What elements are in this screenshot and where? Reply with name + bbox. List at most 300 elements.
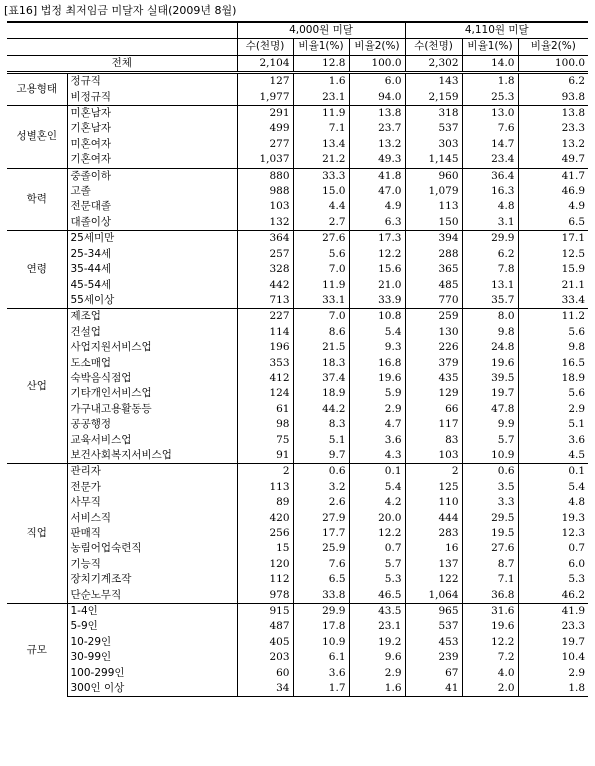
cell-value: 13.1 bbox=[462, 278, 518, 293]
cell-value: 365 bbox=[405, 262, 462, 277]
cell-value: 19.2 bbox=[349, 635, 405, 650]
cell-value: 6.0 bbox=[349, 73, 405, 90]
cell-value: 256 bbox=[237, 526, 293, 541]
cell-value: 132 bbox=[237, 215, 293, 231]
cell-value: 20.0 bbox=[349, 511, 405, 526]
table-row bbox=[7, 386, 588, 401]
table-row bbox=[7, 168, 588, 184]
table-row bbox=[7, 588, 588, 604]
cell-value: 47.8 bbox=[462, 402, 518, 417]
cell-value: 89 bbox=[237, 495, 293, 510]
table-row bbox=[7, 309, 588, 325]
group-label: 연령 bbox=[7, 231, 67, 309]
row-label: 숙박음식점업 bbox=[67, 371, 237, 386]
table-row bbox=[7, 433, 588, 448]
cell-value: 19.3 bbox=[561, 511, 586, 524]
cell-value: 19.6 bbox=[349, 371, 405, 386]
table-row bbox=[7, 666, 588, 681]
cell-value: 94.0 bbox=[349, 90, 405, 106]
cell-value: 4.4 bbox=[293, 199, 349, 214]
cell-value: 3.6 bbox=[349, 433, 405, 448]
row-label: 고졸 bbox=[67, 184, 237, 199]
cell-value: 9.9 bbox=[462, 417, 518, 432]
cell-value: 0.1 bbox=[349, 464, 405, 480]
table-row bbox=[7, 278, 588, 293]
cell-value: 0.1 bbox=[518, 464, 588, 480]
cell-value: 37.4 bbox=[293, 371, 349, 386]
cell-value: 5.1 bbox=[293, 433, 349, 448]
cell-value: 4.5 bbox=[568, 448, 586, 461]
cell-value: 103 bbox=[237, 199, 293, 214]
table-row bbox=[7, 417, 588, 432]
cell-value: 6.0 bbox=[568, 557, 586, 570]
group-header-4110: 4,110원 미달 bbox=[405, 22, 588, 39]
row-label: 25세미만 bbox=[67, 231, 237, 247]
cell-value: 21.5 bbox=[293, 340, 349, 355]
cell-value: 113 bbox=[237, 480, 293, 495]
row-label: 전문대졸 bbox=[67, 199, 237, 214]
cell-value: 328 bbox=[237, 262, 293, 277]
cell-value: 2.7 bbox=[293, 215, 349, 231]
cell-value: 61 bbox=[237, 402, 293, 417]
cell-value: 18.9 bbox=[293, 386, 349, 401]
cell-value: 29.5 bbox=[462, 511, 518, 526]
cell-value: 3.6 bbox=[568, 433, 586, 446]
table-row bbox=[7, 90, 588, 106]
cell-value: 11.2 bbox=[518, 309, 588, 325]
cell-value: 3.1 bbox=[462, 215, 518, 231]
cell-value: 7.1 bbox=[462, 572, 518, 587]
cell-value: 33.4 bbox=[561, 293, 586, 306]
cell-value: 487 bbox=[237, 619, 293, 634]
table-row bbox=[7, 402, 588, 417]
cell-value: 150 bbox=[405, 215, 462, 231]
cell-value: 7.6 bbox=[462, 121, 518, 136]
cell-value: 259 bbox=[405, 309, 462, 325]
cell-value: 15.6 bbox=[349, 262, 405, 277]
cell-value: 1,037 bbox=[237, 152, 293, 168]
cell-value: 227 bbox=[237, 309, 293, 325]
cell-value: 0.6 bbox=[293, 464, 349, 480]
cell-value: 27.6 bbox=[293, 231, 349, 247]
cell-value: 5.4 bbox=[568, 480, 586, 493]
cell-value: 47.0 bbox=[349, 184, 405, 199]
row-label: 가구내고용활동등 bbox=[67, 402, 237, 417]
cell-value: 0.7 bbox=[568, 542, 586, 555]
cell-value: 4.8 bbox=[568, 496, 586, 509]
table-row bbox=[7, 215, 588, 231]
row-label: 서비스직 bbox=[67, 511, 237, 526]
cell-value: 29.9 bbox=[293, 604, 349, 620]
total-value: 100.0 bbox=[349, 55, 405, 72]
cell-value: 29.9 bbox=[462, 231, 518, 247]
cell-value: 12.2 bbox=[349, 526, 405, 541]
cell-value: 21.1 bbox=[561, 278, 586, 291]
row-label: 전문가 bbox=[67, 480, 237, 495]
header-column-row bbox=[7, 39, 588, 55]
cell-value: 770 bbox=[405, 293, 462, 309]
total-value: 100.0 bbox=[518, 55, 588, 72]
col-count: 수(천명) bbox=[405, 39, 462, 55]
cell-value: 36.4 bbox=[462, 168, 518, 184]
row-label: 55세이상 bbox=[67, 293, 237, 309]
cell-value: 15 bbox=[237, 541, 293, 556]
cell-value: 4.8 bbox=[462, 199, 518, 214]
cell-value: 3.2 bbox=[293, 480, 349, 495]
table-row bbox=[7, 356, 588, 371]
cell-value: 277 bbox=[237, 137, 293, 152]
row-label: 25-34세 bbox=[67, 247, 237, 262]
cell-value: 120 bbox=[237, 557, 293, 572]
row-label: 중졸이하 bbox=[67, 168, 237, 184]
cell-value: 16.3 bbox=[462, 184, 518, 199]
cell-value: 7.0 bbox=[293, 309, 349, 325]
cell-value: 9.3 bbox=[349, 340, 405, 355]
table-row bbox=[7, 604, 588, 620]
cell-value: 442 bbox=[237, 278, 293, 293]
cell-value: 4.0 bbox=[462, 666, 518, 681]
cell-value: 1,079 bbox=[405, 184, 462, 199]
row-label: 교육서비스업 bbox=[67, 433, 237, 448]
cell-value: 33.3 bbox=[293, 168, 349, 184]
cell-value: 1,064 bbox=[405, 588, 462, 604]
cell-value: 12.2 bbox=[462, 635, 518, 650]
row-label: 35-44세 bbox=[67, 262, 237, 277]
cell-value: 8.3 bbox=[293, 417, 349, 432]
row-label: 기능직 bbox=[67, 557, 237, 572]
cell-value: 10.9 bbox=[462, 448, 518, 464]
cell-value: 283 bbox=[405, 526, 462, 541]
cell-value: 103 bbox=[405, 448, 462, 464]
cell-value: 394 bbox=[405, 231, 462, 247]
row-label: 기타개인서비스업 bbox=[67, 386, 237, 401]
row-label: 30-99인 bbox=[67, 650, 237, 665]
table-row bbox=[7, 650, 588, 665]
cell-value: 353 bbox=[237, 356, 293, 371]
cell-value: 4.2 bbox=[349, 495, 405, 510]
table-row bbox=[7, 199, 588, 214]
cell-value: 6.2 bbox=[462, 247, 518, 262]
cell-value: 34 bbox=[237, 681, 293, 697]
cell-value: 8.6 bbox=[293, 325, 349, 340]
cell-value: 405 bbox=[237, 635, 293, 650]
cell-value: 33.9 bbox=[349, 293, 405, 309]
group-label: 고용형태 bbox=[7, 73, 67, 106]
cell-value: 1,977 bbox=[237, 90, 293, 106]
row-label: 비정규직 bbox=[67, 90, 237, 106]
cell-value: 5.1 bbox=[568, 418, 586, 431]
row-label: 기혼여자 bbox=[67, 152, 237, 168]
cell-value: 10.9 bbox=[293, 635, 349, 650]
cell-value: 5.3 bbox=[349, 572, 405, 587]
row-label: 1-4인 bbox=[67, 604, 237, 620]
cell-value: 66 bbox=[405, 402, 462, 417]
cell-value: 379 bbox=[405, 356, 462, 371]
total-value: 14.0 bbox=[462, 55, 518, 72]
cell-value: 4.3 bbox=[349, 448, 405, 464]
cell-value: 19.7 bbox=[462, 386, 518, 401]
cell-value: 2,159 bbox=[405, 90, 462, 106]
cell-value: 11.9 bbox=[293, 278, 349, 293]
cell-value: 713 bbox=[237, 293, 293, 309]
cell-value: 19.5 bbox=[462, 526, 518, 541]
cell-value: 46.2 bbox=[561, 588, 586, 601]
row-label: 단순노무직 bbox=[67, 588, 237, 604]
cell-value: 288 bbox=[405, 247, 462, 262]
cell-value: 130 bbox=[405, 325, 462, 340]
cell-value: 110 bbox=[405, 495, 462, 510]
group-label: 규모 bbox=[7, 604, 67, 697]
cell-value: 21.0 bbox=[349, 278, 405, 293]
cell-value: 15.9 bbox=[561, 263, 586, 276]
cell-value: 7.2 bbox=[462, 650, 518, 665]
table-row bbox=[7, 635, 588, 650]
table-row bbox=[7, 262, 588, 277]
cell-value: 3.5 bbox=[462, 480, 518, 495]
cell-value: 41.9 bbox=[518, 604, 588, 620]
cell-value: 6.5 bbox=[568, 215, 586, 228]
cell-value: 13.4 bbox=[293, 137, 349, 152]
cell-value: 7.0 bbox=[293, 262, 349, 277]
cell-value: 2.9 bbox=[349, 666, 405, 681]
header-group-row bbox=[7, 22, 588, 39]
total-value: 12.8 bbox=[293, 55, 349, 72]
cell-value: 19.7 bbox=[561, 635, 586, 648]
cell-value: 122 bbox=[405, 572, 462, 587]
table-row bbox=[7, 681, 588, 697]
cell-value: 0.6 bbox=[462, 464, 518, 480]
cell-value: 880 bbox=[237, 168, 293, 184]
cell-value: 41.8 bbox=[349, 168, 405, 184]
cell-value: 5.6 bbox=[568, 325, 586, 338]
table-row bbox=[7, 121, 588, 136]
cell-value: 46.5 bbox=[349, 588, 405, 604]
cell-value: 978 bbox=[237, 588, 293, 604]
cell-value: 13.0 bbox=[462, 106, 518, 122]
cell-value: 24.8 bbox=[462, 340, 518, 355]
cell-value: 7.8 bbox=[462, 262, 518, 277]
cell-value: 113 bbox=[405, 199, 462, 214]
row-label: 5-9인 bbox=[67, 619, 237, 634]
table-row bbox=[7, 293, 588, 309]
cell-value: 6.1 bbox=[293, 650, 349, 665]
cell-value: 420 bbox=[237, 511, 293, 526]
table-row bbox=[7, 495, 588, 510]
cell-value: 33.1 bbox=[293, 293, 349, 309]
cell-value: 15.0 bbox=[293, 184, 349, 199]
cell-value: 6.3 bbox=[349, 215, 405, 231]
group-label: 산업 bbox=[7, 309, 67, 464]
cell-value: 203 bbox=[237, 650, 293, 665]
cell-value: 60 bbox=[237, 666, 293, 681]
cell-value: 13.8 bbox=[349, 106, 405, 122]
total-row bbox=[7, 55, 588, 72]
total-value: 2,302 bbox=[405, 55, 462, 72]
row-label: 기혼남자 bbox=[67, 121, 237, 136]
cell-value: 2 bbox=[405, 464, 462, 480]
cell-value: 1.8 bbox=[462, 73, 518, 90]
cell-value: 117 bbox=[405, 417, 462, 432]
cell-value: 13.2 bbox=[561, 137, 586, 150]
cell-value: 16 bbox=[405, 541, 462, 556]
cell-value: 8.0 bbox=[462, 309, 518, 325]
col-count: 수(천명) bbox=[237, 39, 293, 55]
cell-value: 17.8 bbox=[293, 619, 349, 634]
cell-value: 75 bbox=[237, 433, 293, 448]
cell-value: 7.1 bbox=[293, 121, 349, 136]
cell-value: 435 bbox=[405, 371, 462, 386]
cell-value: 5.7 bbox=[462, 433, 518, 448]
row-label: 10-29인 bbox=[67, 635, 237, 650]
cell-value: 67 bbox=[405, 666, 462, 681]
wage-table bbox=[7, 21, 588, 697]
cell-value: 2.9 bbox=[568, 666, 586, 679]
cell-value: 13.8 bbox=[518, 106, 588, 122]
row-label: 미혼남자 bbox=[67, 106, 237, 122]
cell-value: 196 bbox=[237, 340, 293, 355]
row-label: 판매직 bbox=[67, 526, 237, 541]
row-label: 사무직 bbox=[67, 495, 237, 510]
table-row bbox=[7, 231, 588, 247]
table-row bbox=[7, 572, 588, 587]
cell-value: 39.5 bbox=[462, 371, 518, 386]
cell-value: 6.2 bbox=[568, 75, 586, 88]
cell-value: 93.8 bbox=[561, 90, 586, 103]
row-label: 300인 이상 bbox=[67, 681, 237, 697]
cell-value: 2.9 bbox=[568, 402, 586, 415]
cell-value: 31.6 bbox=[462, 604, 518, 620]
cell-value: 11.9 bbox=[293, 106, 349, 122]
cell-value: 5.4 bbox=[349, 480, 405, 495]
table-row bbox=[7, 526, 588, 541]
cell-value: 3.6 bbox=[293, 666, 349, 681]
cell-value: 21.2 bbox=[293, 152, 349, 168]
cell-value: 12.2 bbox=[349, 247, 405, 262]
cell-value: 23.4 bbox=[462, 152, 518, 168]
cell-value: 499 bbox=[237, 121, 293, 136]
cell-value: 19.6 bbox=[462, 619, 518, 634]
table-row bbox=[7, 541, 588, 556]
cell-value: 129 bbox=[405, 386, 462, 401]
cell-value: 41.7 bbox=[518, 168, 588, 184]
cell-value: 5.9 bbox=[349, 386, 405, 401]
cell-value: 23.1 bbox=[349, 619, 405, 634]
cell-value: 318 bbox=[405, 106, 462, 122]
total-label: 전체 bbox=[7, 55, 237, 72]
cell-value: 114 bbox=[237, 325, 293, 340]
cell-value: 2.6 bbox=[293, 495, 349, 510]
cell-value: 83 bbox=[405, 433, 462, 448]
cell-value: 46.9 bbox=[561, 185, 586, 198]
cell-value: 5.3 bbox=[568, 573, 586, 586]
cell-value: 4.7 bbox=[349, 417, 405, 432]
col-ratio2: 비율2(%) bbox=[518, 39, 588, 55]
cell-value: 125 bbox=[405, 480, 462, 495]
cell-value: 8.7 bbox=[462, 557, 518, 572]
cell-value: 36.8 bbox=[462, 588, 518, 604]
cell-value: 5.7 bbox=[349, 557, 405, 572]
cell-value: 988 bbox=[237, 184, 293, 199]
cell-value: 23.3 bbox=[561, 122, 586, 135]
table-row bbox=[7, 340, 588, 355]
table-row bbox=[7, 448, 588, 464]
cell-value: 98 bbox=[237, 417, 293, 432]
cell-value: 112 bbox=[237, 572, 293, 587]
cell-value: 960 bbox=[405, 168, 462, 184]
group-label: 성별혼인 bbox=[7, 106, 67, 169]
cell-value: 13.2 bbox=[349, 137, 405, 152]
cell-value: 49.3 bbox=[349, 152, 405, 168]
group-label: 학력 bbox=[7, 168, 67, 231]
cell-value: 27.6 bbox=[462, 541, 518, 556]
row-label: 사업지원서비스업 bbox=[67, 340, 237, 355]
cell-value: 537 bbox=[405, 121, 462, 136]
cell-value: 444 bbox=[405, 511, 462, 526]
cell-value: 7.6 bbox=[293, 557, 349, 572]
cell-value: 257 bbox=[237, 247, 293, 262]
cell-value: 2 bbox=[237, 464, 293, 480]
row-label: 45-54세 bbox=[67, 278, 237, 293]
table-row bbox=[7, 247, 588, 262]
table-row bbox=[7, 557, 588, 572]
cell-value: 23.1 bbox=[293, 90, 349, 106]
cell-value: 10.4 bbox=[561, 651, 586, 664]
cell-value: 10.8 bbox=[349, 309, 405, 325]
total-value: 2,104 bbox=[237, 55, 293, 72]
table-row bbox=[7, 137, 588, 152]
table-row bbox=[7, 619, 588, 634]
cell-value: 124 bbox=[237, 386, 293, 401]
row-label: 제조업 bbox=[67, 309, 237, 325]
cell-value: 537 bbox=[405, 619, 462, 634]
cell-value: 226 bbox=[405, 340, 462, 355]
cell-value: 0.7 bbox=[349, 541, 405, 556]
cell-value: 4.9 bbox=[568, 200, 586, 213]
row-label: 100-299인 bbox=[67, 666, 237, 681]
cell-value: 23.7 bbox=[349, 121, 405, 136]
cell-value: 17.7 bbox=[293, 526, 349, 541]
cell-value: 412 bbox=[237, 371, 293, 386]
table-row bbox=[7, 480, 588, 495]
row-label: 보건사회복지서비스업 bbox=[67, 448, 237, 464]
cell-value: 25.3 bbox=[462, 90, 518, 106]
cell-value: 5.6 bbox=[568, 387, 586, 400]
cell-value: 364 bbox=[237, 231, 293, 247]
table-row bbox=[7, 106, 588, 122]
cell-value: 1.7 bbox=[293, 681, 349, 697]
cell-value: 16.8 bbox=[349, 356, 405, 371]
cell-value: 91 bbox=[237, 448, 293, 464]
row-label: 공공행정 bbox=[67, 417, 237, 432]
cell-value: 17.1 bbox=[518, 231, 588, 247]
table-row bbox=[7, 325, 588, 340]
table-row bbox=[7, 464, 588, 480]
cell-value: 44.2 bbox=[293, 402, 349, 417]
cell-value: 3.3 bbox=[462, 495, 518, 510]
cell-value: 2.0 bbox=[462, 681, 518, 697]
cell-value: 5.4 bbox=[349, 325, 405, 340]
row-label: 미혼여자 bbox=[67, 137, 237, 152]
cell-value: 49.7 bbox=[561, 153, 586, 166]
table-row bbox=[7, 371, 588, 386]
cell-value: 14.7 bbox=[462, 137, 518, 152]
cell-value: 1.6 bbox=[349, 681, 405, 697]
cell-value: 4.9 bbox=[349, 199, 405, 214]
cell-value: 18.3 bbox=[293, 356, 349, 371]
cell-value: 2.9 bbox=[349, 402, 405, 417]
cell-value: 41 bbox=[405, 681, 462, 697]
table-row bbox=[7, 73, 588, 90]
